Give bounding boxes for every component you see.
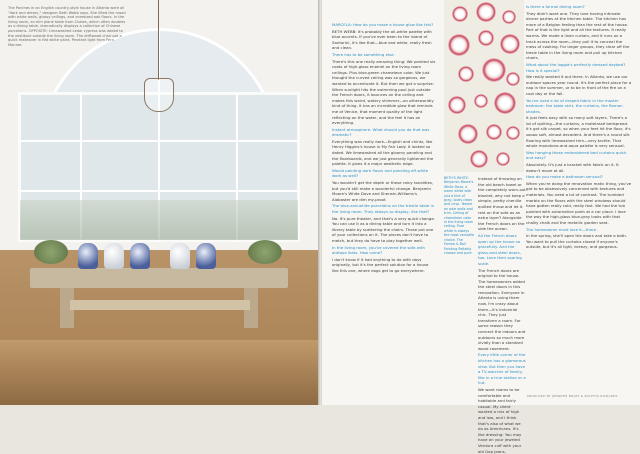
decorative-plate [486, 124, 502, 140]
porcelain-urn [78, 243, 98, 269]
garden-view [20, 200, 298, 240]
decorative-plate [506, 126, 520, 140]
decorative-plate [502, 10, 516, 24]
photo-caption: The Porches in an English country-style house in Atlanta were all "dark and dreary," designer Beth Webb says. She lifted the mood with white walls, glossy ceilings, and onresized oak floors. In the living room, an elm plank table from Clubes, which often doubles as a dining table, dramatically displays a collection of Chinese porcelains. OPPOSITE: Limewashed cedar cypress was added to the vestibule outside the living room. The driftwood chair got a quick makeover in flat white paint. Pendant light from Fern Monroe. [8, 6, 126, 47]
interview-question: Instant atmosphere. What should you do that was dramatic? [332, 126, 430, 138]
living-room-photo [0, 0, 318, 405]
porcelain-urn [196, 243, 216, 269]
article-column-1 [332, 22, 436, 402]
interview-question: The homeowner must love it—there. [526, 226, 598, 232]
interview-answer: BETH WEBB: It's probably the all-white palette with blue accents. If you've ever been to the island of Santorini, it's like that—blue and white, really fresh and clean. [332, 28, 432, 51]
lower-table [70, 300, 250, 310]
porcelain-urn [104, 243, 124, 269]
article-column-3 [526, 4, 632, 402]
decorative-plate [506, 72, 520, 86]
decorative-plate [482, 58, 506, 82]
interview-question: The blue-and-white porcelains on the trestle table in the living room. They always so display, like that? [332, 203, 435, 214]
interview-answer: The French doors are original to the house. The homeowners added the steel doors in this renovation. Everyone in Atlanta is using them now. I'm crazy about them—it's industrial chic. They just transform a room. For some reason they connect the indoors and outdoors so much more vividly than a standard wood casement. [478, 267, 526, 351]
interview-question: How do you make a bathroom sensual? [526, 174, 603, 180]
interview-question: There has to be something else. [332, 51, 395, 57]
decorative-plate [494, 92, 516, 114]
interview-answer: We want rooms to be comfortable and habitable and fairly casual. My client wanted a mix of high and low, and I think that's also of what we do as Americans. It's like dressing: You may have on your jeweled Verdura cuff with your old Gap jeans. [478, 386, 522, 454]
interview-question: Would painting dark floors and paneling off-white work as well? [332, 167, 429, 179]
interview-answer: I don't know if it had anything to do with days originally, but it's the perfect solution for a house like this one, where dogs get to go everywhere. [332, 256, 429, 273]
sidebar-note: BETH'S WHITE: Benjamin Moore's White Dove, a warm white with just a hint of gray, looks clean and crisp. Tested on pale walls and trim. Ceiling of chameleon color in the living room ceiling. Pure white is always the most versatile choice. The Farrow & Ball Pointing Reliably choose and pure. [444, 176, 474, 255]
decorative-plate [478, 30, 494, 46]
interview-question: What about the loggia's perfectly dressed daybed? How is it special? [526, 61, 626, 73]
porcelain-urn [130, 243, 150, 269]
interview-question: Was hanging those embroidered bed curtains quick and easy? [526, 149, 627, 161]
plant [248, 240, 282, 264]
decorative-plate [458, 66, 474, 82]
interview-answer: When you're doing the renovation matic thing, you've got to be obsessively concerned with textures and materials. You need a lot of contrast. The tumbled marble on the floors with the steel windows should have gotten really cold, really fast. We had the tub painted with automotive paint at a car place. I love the way the high-gloss blue-gray looks with that chalky chalk and the metallic garden seat. [526, 180, 632, 225]
trestle-table [30, 268, 288, 288]
interview-question: All the French doors open up the house so gracefully. And the glass-and-steel doors, too. Love their soaring scale. [478, 232, 522, 266]
interview-question: Every little corner of the kitchen has a glamorous view. But then you have a TV-watcher of family, like in a true station or a hut. [478, 352, 526, 386]
production-credit: PRODUCED BY JENNIFER BOLES & ZOLETTA RICHARDS [527, 394, 618, 398]
interview-question: You've used a lot of draped fabric in the master bedroom: the table skirt, the curtains, the Roman shades. [526, 97, 623, 114]
decorative-plate [470, 150, 488, 168]
decorative-plate [458, 124, 478, 144]
oak-floor [0, 340, 318, 405]
decorative-plate [448, 34, 470, 56]
interview-question: Is there a formal dining room? [526, 4, 585, 9]
decorative-plate [448, 96, 466, 114]
plates-photo [444, 0, 524, 172]
decorative-plate [476, 2, 496, 22]
interview-answer: Instead of throwing on the old beach towel or the completely worn-out blanket, why not keep a simple, pretty chenille quilted throw and let it rest on the sofa as an extra layer? Alongside the French doors on the side the ocean. [478, 176, 526, 232]
interview-answer: You wouldn't get the depth or these rainy tonalities, but you'd still make a wonderful change. Benjamin Moore's White Dove and Sherwin-Williams's Alabaster are dim my-proof. [332, 180, 434, 202]
porcelain-urn [170, 243, 190, 269]
interview-answer: In the spring, she'll open the doors and take a bath. You want to pull the curtains closed if anyone's outside, but it's all light, breezy, and gorgeous. [526, 233, 627, 250]
interview-answer: We really wanted it out there. In Atlanta, we use our outdoor spaces year round. It's the perfect place for a nap in the summer, or to be in front of the fire on a cool day or the fall. [526, 74, 632, 96]
interview-question: In the living room, you've covered the sofa with antique ikats. How come? [332, 244, 425, 256]
interview-answer: It just feels easy with so many soft layers. There's a lot of quilting—the curtains, a matelassé bedspread. It's got silk carpet, so when your feet hit the floor, it's soooo soft, almost decadent. And there's a round silk flooring with limewashed trim—very tactile. That whole monotone-and-aqua palette is very sensual. [526, 115, 631, 149]
article-page [322, 0, 640, 454]
plant [34, 240, 68, 264]
interview-answer: No. It's pure theater, and that's a very quick change. You can use it as a dining table and turn it into a library table by scattering the chairs. These put one of your collections on it. The pieces don't have to match, but they do have to play together well. [332, 215, 435, 243]
decorative-plate [474, 94, 488, 108]
interview-answer: They didn't want one. They love having intimate dinner parties at the kitchen table. The kitchen has more of a Belgian feeling than the rest of the house. Part of that is the light and all the textures. It really warms. We made a linen curtain, and it runs on a track across the room—they pull it to conceal the mess of cooking. For larger groups, they clear off the tresle table in the living room and pull up kitchen chairs. [526, 10, 630, 61]
decorative-plate [500, 34, 520, 54]
article-column-2 [478, 176, 526, 454]
pendant-light [144, 78, 174, 112]
interview-question: MARCELA: How do you make a house glow like this? [332, 22, 434, 27]
decorative-plate [452, 6, 468, 22]
interview-answer: Absolutely. It's just a bracket with fabric on it. It doesn't move at all. [526, 162, 619, 173]
decorative-plate [496, 152, 510, 166]
interview-answer: There's this one really amazing thing: We painted six coats of high-gloss enamel on the living room ceilings. Plus blue-green chameleon color. We just thought the curved ceiling was so gorgeous, we wanted to accentuate it. But then we got a surprise: When sunlight hits the swimming pool just outside the French doors, it bounces on the ceiling and makes this weird, watery shimmer—an otherworldly kind of thing. It has an incredible glow that reminds me of Venice, that moment quality of the light reflecting on the water, and the feel it has on everything. [332, 58, 436, 126]
pendant-chain [158, 0, 159, 80]
interview-answer: Everything was really dark—English and chintz, like Henry Higgins's house in My Fair Lady. It looked so dated. We limewashed all the gloomy paneling and the floorboards, and we just generally lightened the palette. It gives it a major aesthetic edge. [332, 138, 434, 167]
